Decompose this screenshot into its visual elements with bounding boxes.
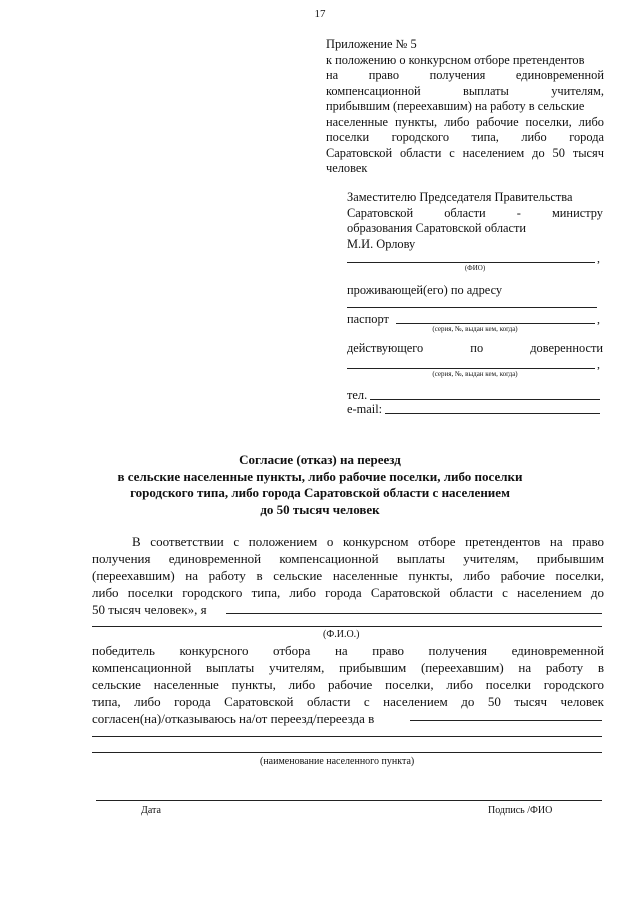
consent-fio-field[interactable] <box>226 613 602 614</box>
body-line: В соответствии с положением о конкурсном отборе претендентов на право <box>132 534 604 549</box>
appendix-line: человек <box>326 161 368 175</box>
body-line: 50 тысяч человек», я <box>92 602 207 617</box>
body-line: победитель конкурсного отбора на право получения единовременной <box>92 643 604 658</box>
body-line: получения единовременной компенсационной выплаты учителям, прибывшим <box>92 551 604 566</box>
appendix-line: населенные пункты, либо рабочие поселки, либо <box>326 114 604 129</box>
address-field[interactable] <box>347 307 597 308</box>
consent-paragraph-1 <box>92 533 604 618</box>
appendix-line: на право получения единовременной <box>326 68 604 82</box>
proxy-field[interactable] <box>347 368 595 369</box>
title-line: до 50 тысяч человек <box>260 501 380 517</box>
consent-paragraph-2 <box>92 642 604 727</box>
appendix-line: компенсационной выплаты учителям, <box>326 83 604 98</box>
passport-label: паспорт <box>347 312 389 326</box>
email-field[interactable] <box>385 413 600 414</box>
locality-field-line-2[interactable] <box>92 736 602 737</box>
addressee-line: образования Саратовской области <box>347 221 527 235</box>
locality-caption: (наименование населенного пункта) <box>260 756 415 767</box>
body-line: сельские населенные пункты, либо рабочие поселки, либо поселки городского <box>92 677 604 692</box>
signature-line[interactable] <box>96 800 602 801</box>
addressee-line: Заместителю Председателя Правительства <box>347 190 573 204</box>
email-label: e-mail: <box>347 402 383 416</box>
body-line: согласен(на)/отказываюсь на/от переезд/переезда в <box>92 711 375 726</box>
appendix-header <box>326 37 604 177</box>
page-number: 17 <box>314 8 326 20</box>
passport-caption: (серия, №, выдан кем, когда) <box>432 325 518 333</box>
addressee-block <box>347 190 603 252</box>
passport-field[interactable] <box>396 323 595 324</box>
document-title <box>90 452 550 518</box>
proxy-label: действующего по доверенности <box>347 341 603 355</box>
addressee-line: Саратовской области - министру <box>347 205 603 220</box>
addressee-line: М.И. Орлову <box>347 236 416 251</box>
consent-fio-caption: (Ф.И.О.) <box>323 629 360 640</box>
passport-comma: , <box>597 312 600 326</box>
phone-label: тел. <box>347 388 368 402</box>
consent-fio-field-continuation[interactable] <box>92 626 602 627</box>
title-line: в сельские населенные пункты, либо рабочие поселки, либо поселки <box>117 468 523 484</box>
body-line: (переехавшим) на работу в сельские населенные пункты, либо рабочие поселки, <box>92 568 604 583</box>
proxy-comma: , <box>597 357 600 371</box>
appendix-line: к положению о конкурсном отборе претендентов <box>326 52 585 67</box>
phone-field[interactable] <box>370 399 600 400</box>
fio-comma: , <box>597 251 600 265</box>
locality-field[interactable] <box>410 720 602 721</box>
appendix-line: прибывшим (переехавшим) на работу в сельские <box>326 99 585 113</box>
appendix-line: поселки городского типа, либо города <box>326 130 604 144</box>
title-line: городского типа, либо города Саратовской области с населением <box>130 485 510 500</box>
signature-label: Подпись /ФИО <box>488 805 553 816</box>
residing-label: проживающей(его) по адресу <box>347 283 503 297</box>
appendix-line: Саратовской области с населением до 50 тысяч <box>326 145 604 160</box>
body-line: компенсационной выплаты учителям, прибывшим (переехавшим) на работу в <box>92 660 604 675</box>
date-label: Дата <box>141 805 161 816</box>
title-line: Согласие (отказ) на переезд <box>239 452 401 467</box>
appendix-line: Приложение № 5 <box>326 37 417 51</box>
fio-caption: (ФИО) <box>464 264 486 272</box>
locality-field-line-3[interactable] <box>92 752 602 753</box>
body-line: либо поселки городского типа, либо города Саратовской области с населением до <box>92 585 604 600</box>
body-line: типа, либо города Саратовской области с населением до 50 тысяч человек <box>92 694 604 709</box>
applicant-fio-field[interactable] <box>347 262 595 263</box>
proxy-caption: (серия, №, выдан кем, когда) <box>432 370 518 378</box>
